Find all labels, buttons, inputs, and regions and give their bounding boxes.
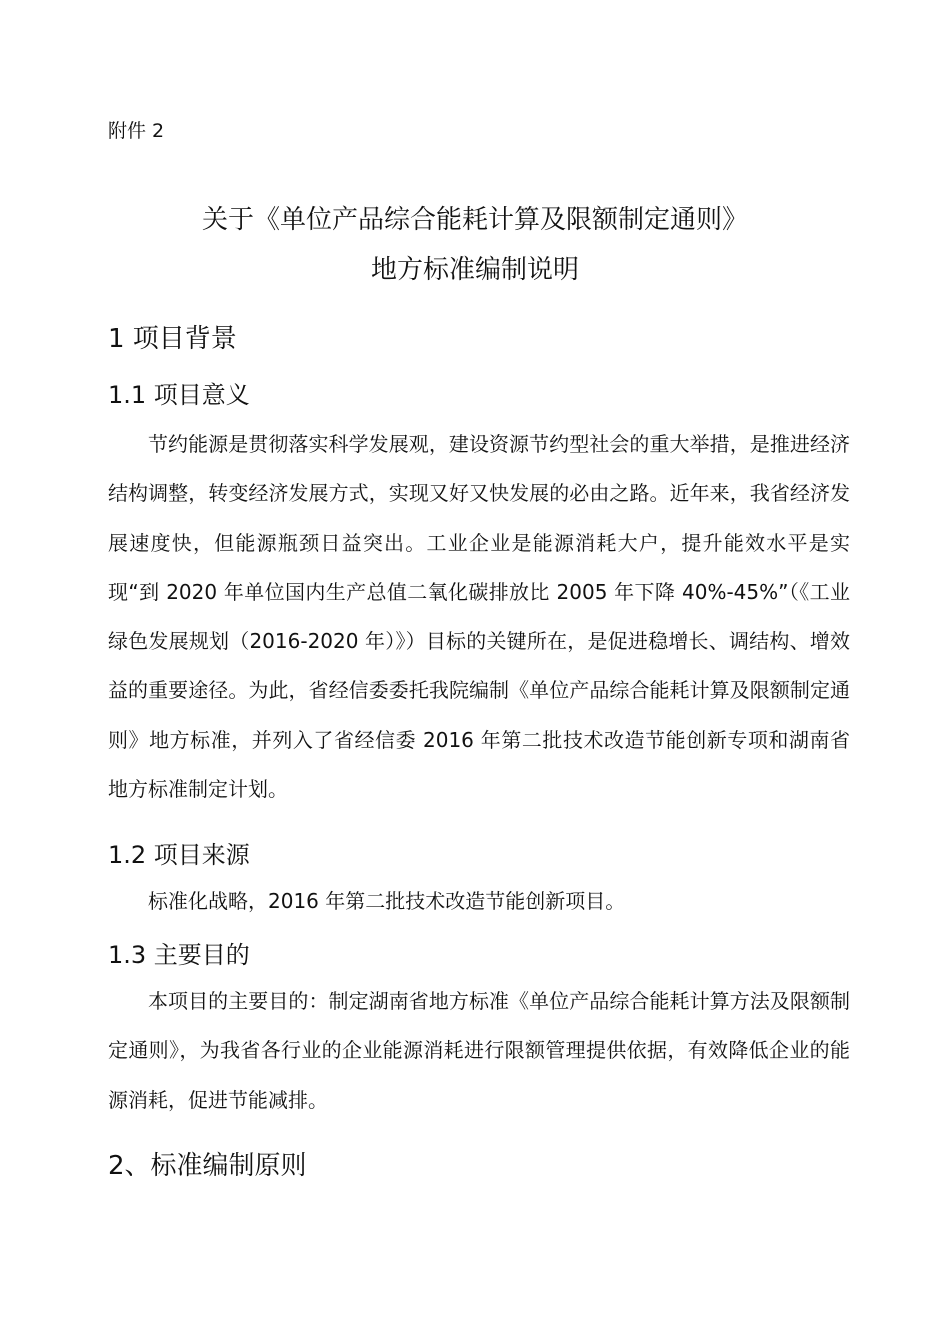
section-1-1-paragraph: 节约能源是贯彻落实科学发展观，建设资源节约型社会的重大举措，是推进经济结构调整，转变经济发展方式，实现又好又快发展的必由之路。近年来，我省经济发展速度快，但能源瓶颈日益突出。工业企业是能源消耗大户，提升能效水平是实现“到 2020 年单位国内生产总值二氧化碳排放比 2005 年下降 40%-45%”（《工业绿色发展规划（2016-2020 年）》）目标的关键所在，是促进稳增长、调结构、增效益的重要途径。为此，省经信委委托我院编制《单位产品综合能耗计算及限额制定通则》地方标准，并列入了省经信委 2016 年第二批技术改造节能创新专项和湖南省地方标准制定计划。	[108, 432, 850, 802]
section-1-2-paragraph: 标准化战略，2016 年第二批技术改造节能创新项目。	[148, 889, 626, 913]
attachment-label: 附件 2	[108, 120, 165, 142]
section-1-3-heading: 1.3 主要目的	[108, 941, 250, 969]
section-1-1-heading: 1.1 项目意义	[108, 381, 250, 409]
document-title-line-2: 地方标准编制说明	[370, 255, 579, 285]
section-1-heading: 1 项目背景	[108, 324, 237, 354]
document-title-line-1: 关于《单位产品综合能耗计算及限额制定通则》	[201, 205, 748, 235]
section-1-2-heading: 1.2 项目来源	[108, 841, 250, 869]
section-1-3-paragraph: 本项目的主要目的：制定湖南省地方标准《单位产品综合能耗计算方法及限额制定通则》，为我省各行业的企业能源消耗进行限额管理提供依据，有效降低企业的能源消耗，促进节能减排。	[108, 989, 850, 1112]
section-2-heading: 2、标准编制原则	[108, 1151, 307, 1181]
